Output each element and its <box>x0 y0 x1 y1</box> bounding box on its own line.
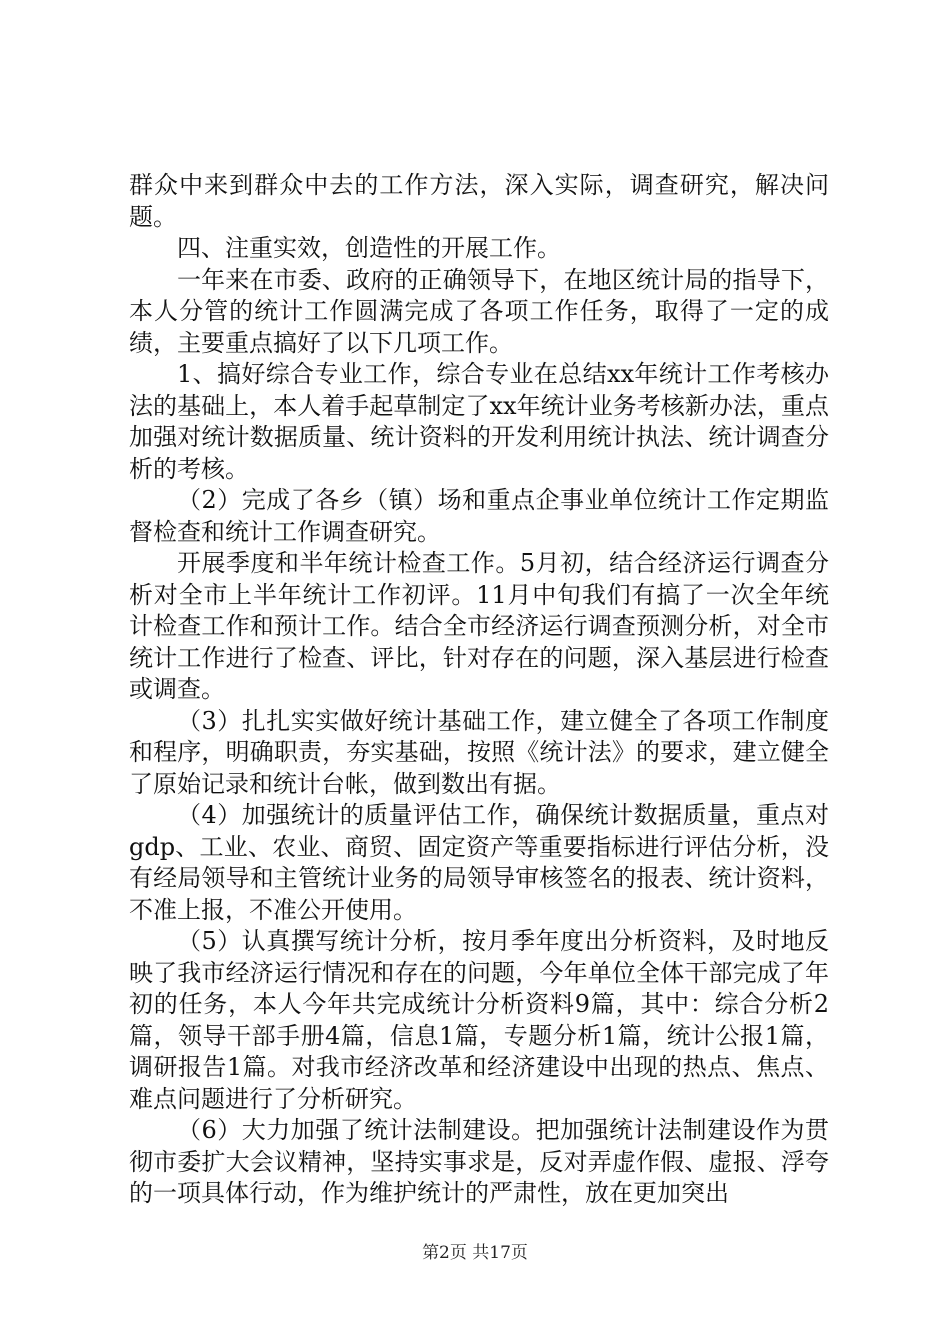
paragraph-item-5: （5）认真撰写统计分析，按月季年度出分析资料，及时地反映了我市经济运行情况和存在的问题，今年单位全体干部完成了年初的任务，本人今年共完成统计分析资料9篇，其中：综合分析2篇，领导干部手册4篇，信息1篇，专题分析1篇，统计公报1篇，调研报告1篇。对我市经济改革和经济建设中出现的热点、焦点、难点问题进行了分析研究。 <box>129 927 829 1113</box>
paragraph-inspection: 开展季度和半年统计检查工作。5月初，结合经济运行调查分析对全市上半年统计工作初评。11月中旬我们有搞了一次全年统计检查工作和预计工作。结合全市经济运行调查预测分析，对全市统计工作进行了检查、评比，针对存在的问题，深入基层进行检查或调查。 <box>129 549 829 703</box>
document-body <box>129 170 829 1210</box>
paragraph-item-4: （4）加强统计的质量评估工作，确保统计数据质量，重点对gdp、工业、农业、商贸、固定资产等重要指标进行评估分析，没有经局领导和主管统计业务的局领导审核签名的报表、统计资料，不准上报，不准公开使用。 <box>129 801 829 924</box>
paragraph-continued: 群众中来到群众中去的工作方法，深入实际，调查研究，解决问题。 <box>129 171 829 231</box>
paragraph-item-1: 1、搞好综合专业工作，综合专业在总结xx年统计工作考核办法的基础上，本人着手起草制定了xx年统计业务考核新办法，重点加强对统计数据质量、统计资料的开发利用统计执法、统计调查分析的考核。 <box>129 360 829 483</box>
paragraph-item-6: （6）大力加强了统计法制建设。把加强统计法制建设作为贯彻市委扩大会议精神，坚持实事求是，反对弄虚作假、虚报、浮夸的一项具体行动，作为维护统计的严肃性，放在更加突出 <box>129 1116 829 1207</box>
paragraph-item-3: （3）扎扎实实做好统计基础工作，建立健全了各项工作制度和程序，明确职责，夯实基础，按照《统计法》的要求，建立健全了原始记录和统计台帐，做到数出有据。 <box>129 706 829 798</box>
paragraph-heading-4: 四、注重实效，创造性的开展工作。 <box>177 234 561 262</box>
paragraph-intro: 一年来在市委、政府的正确领导下，在地区统计局的指导下，本人分管的统计工作圆满完成了各项工作任务，取得了一定的成绩，主要重点搞好了以下几项工作。 <box>129 265 829 357</box>
paragraph-item-2: （2）完成了各乡（镇）场和重点企事业单位统计工作定期监督检查和统计工作调查研究。 <box>129 486 829 546</box>
page-number: 第2页 共17页 <box>422 1243 528 1263</box>
